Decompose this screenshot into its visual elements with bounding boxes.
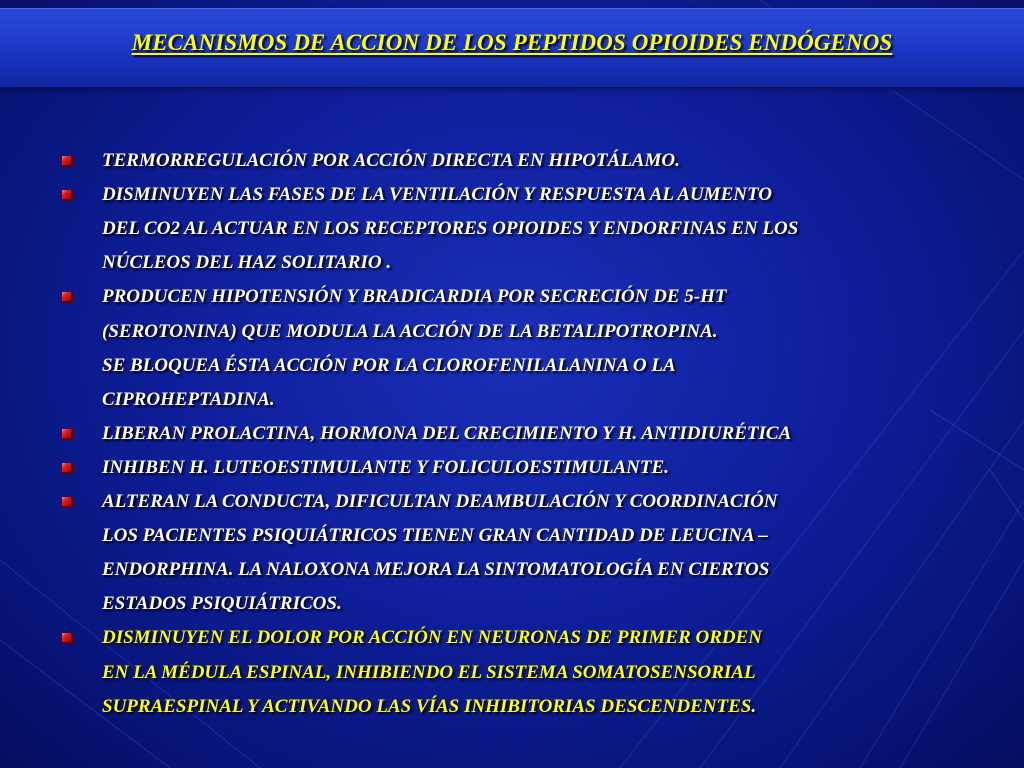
bullet-item-text: TERMORREGULACIÓN POR ACCIÓN DIRECTA EN HIPOTÁLAMO. [102,150,680,171]
bullet-continuation-text: EN LA MÉDULA ESPINAL, INHIBIENDO EL SISTEMA SOMATOSENSORIAL [102,661,756,683]
red-square-bullet-icon [62,190,73,201]
trailing-period: . [751,695,757,717]
bullet-continuation-text: ESTADOS PSIQUIÁTRICOS. [102,593,342,615]
bullet-continuation-text: ENDORPHINA. LA NALOXONA MEJORA LA SINTOMATOLOGÍA EN CIERTOS [102,559,770,581]
red-square-bullet-icon [62,463,73,474]
bullet-continuation-text: SUPRAESPINAL Y ACTIVANDO LAS VÍAS INHIBITORIAS DESCENDENTES. [102,695,757,717]
bullet-continuation-text: LOS PACIENTES PSIQUIÁTRICOS TIENEN GRAN CANTIDAD DE LEUCINA – [102,525,768,547]
bullet-continuation-text: CIPROHEPTADINA. [102,388,275,410]
slide-title: MECANISMOS DE ACCION DE LOS PEPTIDOS OPIOIDES ENDÓGENOS [131,30,893,55]
bullet-item-text: PRODUCEN HIPOTENSIÓN Y BRADICARDIA POR SECRECIÓN DE 5-HT [102,286,727,308]
bullet-item-text: DISMINUYEN EL DOLOR POR ACCIÓN EN NEURONAS DE PRIMER ORDEN [102,627,763,649]
red-square-bullet-icon [62,497,73,508]
bullet-continuation-text: DEL CO2 AL ACTUAR EN LOS RECEPTORES OPIOIDES Y ENDORFINAS EN LOS [102,218,799,240]
bullet-continuation-text: SE BLOQUEA ÉSTA ACCIÓN POR LA CLOROFENILALANINA O LA [102,354,676,376]
bullet-continuation-text: NÚCLEOS DEL HAZ SOLITARIO . [102,252,392,274]
red-square-bullet-icon [62,292,73,303]
bullet-item-text: INHIBEN H. LUTEOESTIMULANTE Y FOLICULOESTIMULANTE. [102,456,669,478]
bullet-item-text: DISMINUYEN LAS FASES DE LA VENTILACIÓN Y RESPUESTA AL AUMENTO [102,184,772,206]
bullet-continuation-text: (SEROTONINA) QUE MODULA LA ACCIÓN DE LA BETALIPOTROPINA. [102,320,718,342]
red-square-bullet-icon [62,156,73,167]
red-square-bullet-icon [62,633,73,644]
red-square-bullet-icon [62,429,73,440]
bullet-item-text: LIBERAN PROLACTINA, HORMONA DEL CRECIMIENTO Y H. ANTIDIURÉTICA [102,422,792,444]
bullet-item-text: ALTERAN LA CONDUCTA, DIFICULTAN DEAMBULACIÓN Y COORDINACIÓN [102,491,778,512]
